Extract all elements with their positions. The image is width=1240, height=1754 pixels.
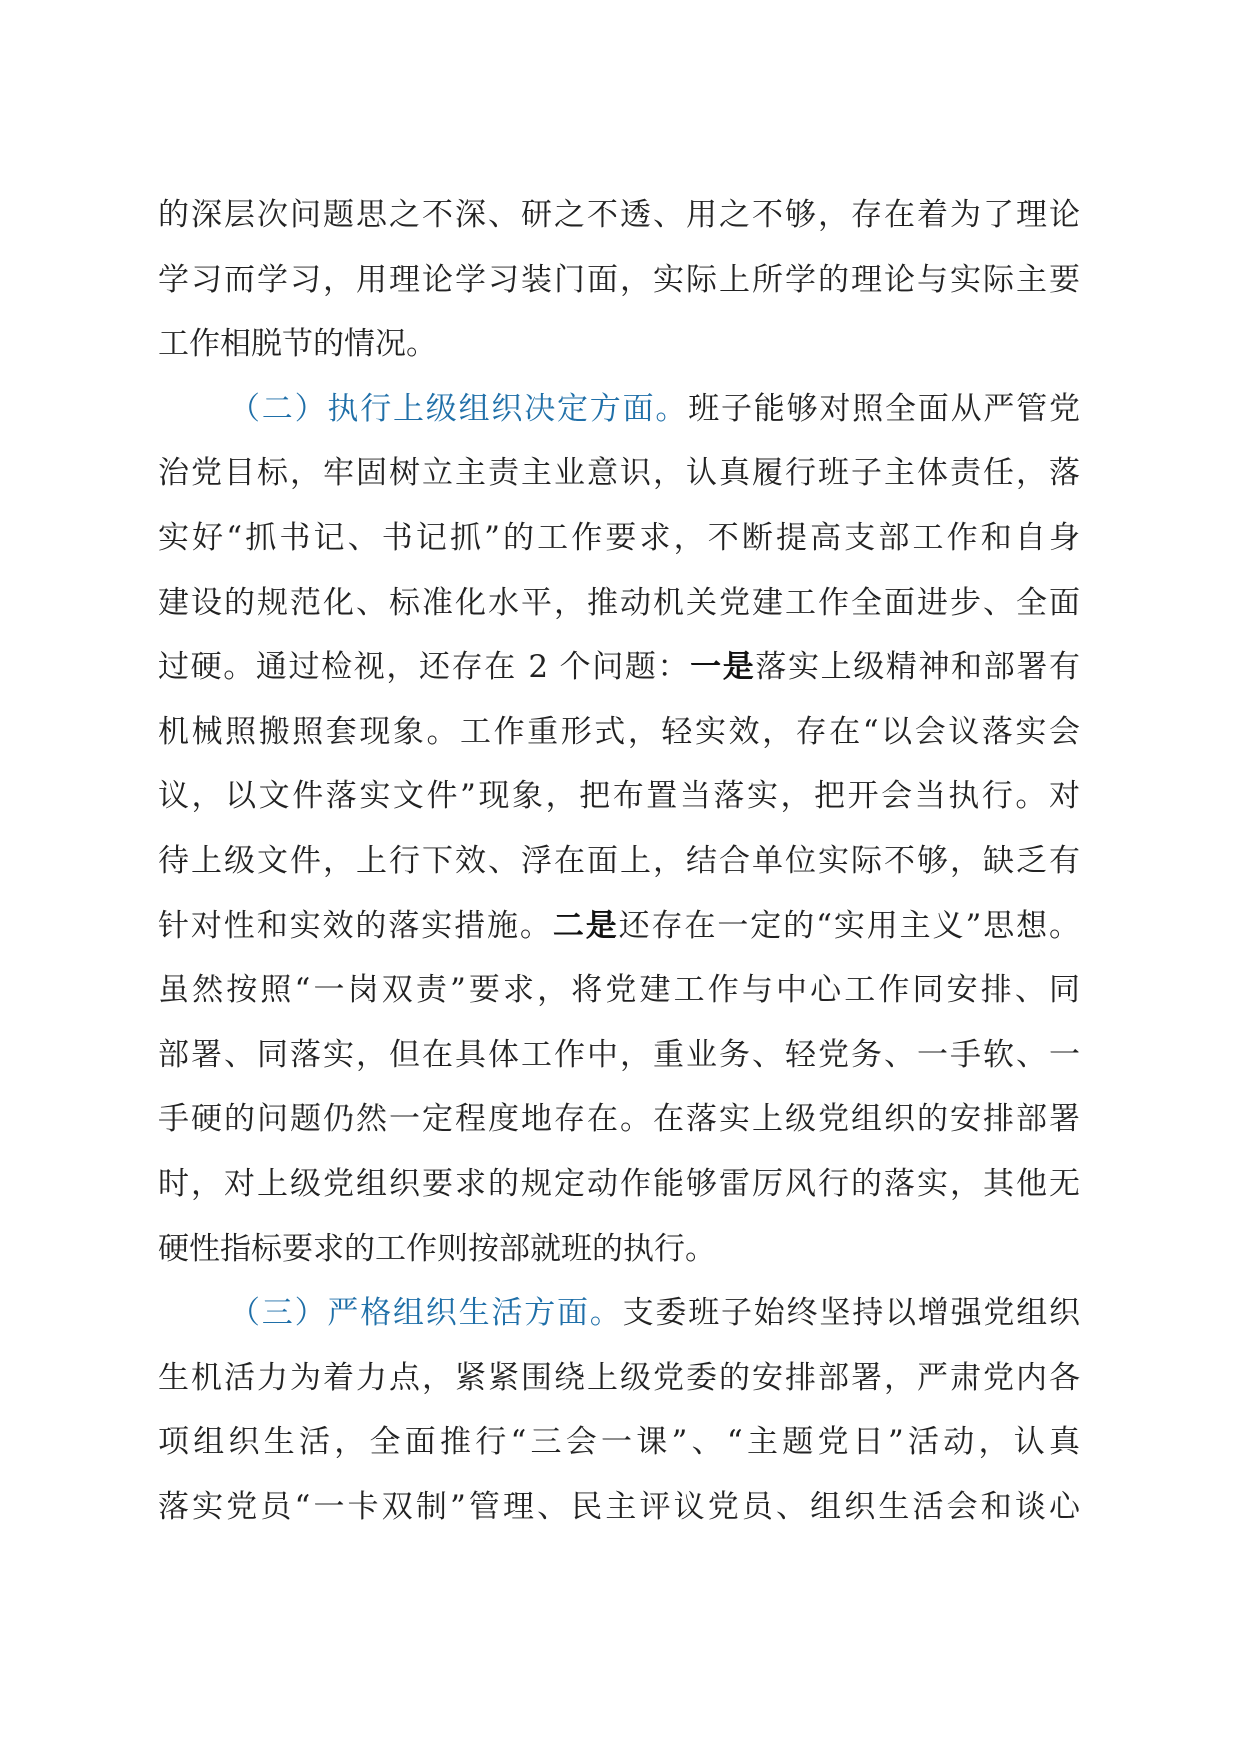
text-line: 机械照搬照套现象。工作重形式，轻实效，存在“以会议落实会 bbox=[158, 713, 1080, 750]
text-line: 治党目标，牢固树立主责主业意识，认真履行班子主体责任，落 bbox=[158, 455, 1080, 492]
text-span: 过硬。通过检视，还存在 2 个问题： bbox=[158, 649, 691, 686]
text-span: 针对性和实效的落实措施。 bbox=[158, 907, 553, 944]
text-line: 实好“抓书记、书记抓”的工作要求，不断提高支部工作和自身 bbox=[158, 519, 1080, 556]
text-span: 还存在一定的“实用主义”思想。 bbox=[618, 907, 1080, 944]
text-line: 待上级文件，上行下效、浮在面上，结合单位实际不够，缺乏有 bbox=[158, 842, 1080, 879]
section-2-heading: （二）执行上级组织决定方面。 bbox=[229, 390, 689, 427]
text-span: 落实上级精神和部署有 bbox=[755, 649, 1081, 686]
section-2-first-line bbox=[158, 377, 1080, 442]
text-line bbox=[158, 894, 1080, 959]
text-line: 学习而学习，用理论学习装门面，实际上所学的理论与实际主要 bbox=[158, 261, 1080, 298]
text-line: 生机活力为着力点，紧紧围绕上级党委的安排部署，严肃党内各 bbox=[158, 1359, 1080, 1396]
text-line: 议，以文件落实文件”现象，把布置当落实，把开会当执行。对 bbox=[158, 778, 1080, 815]
text-line: 手硬的问题仍然一定程度地存在。在落实上级党组织的安排部署 bbox=[158, 1101, 1080, 1138]
bold-marker: 二是 bbox=[552, 907, 619, 944]
text-span: 支委班子始终坚持以增强党组织 bbox=[622, 1295, 1081, 1332]
section-3-heading: （三）严格组织生活方面。 bbox=[229, 1295, 623, 1332]
text-line: 项组织生活，全面推行“三会一课”、“主题党日”活动，认真 bbox=[158, 1424, 1080, 1461]
document-body bbox=[158, 183, 1080, 1539]
bold-marker: 一是 bbox=[690, 649, 756, 686]
text-line: 工作相脱节的情况。 bbox=[158, 326, 437, 363]
text-line: 部署、同落实，但在具体工作中，重业务、轻党务、一手软、一 bbox=[158, 1036, 1080, 1073]
text-line: 落实党员“一卡双制”管理、民主评议党员、组织生活会和谈心 bbox=[158, 1488, 1080, 1525]
text-line bbox=[158, 635, 1080, 700]
text-line: 时，对上级党组织要求的规定动作能够雷厉风行的落实，其他无 bbox=[158, 1165, 1080, 1202]
text-line: 的深层次问题思之不深、研之不透、用之不够，存在着为了理论 bbox=[158, 197, 1080, 233]
text-line: 硬性指标要求的工作则按部就班的执行。 bbox=[158, 1230, 716, 1267]
text-span: 班子能够对照全面从严管党 bbox=[688, 390, 1081, 427]
section-3-first-line bbox=[158, 1281, 1080, 1346]
text-line: 虽然按照“一岗双责”要求，将党建工作与中心工作同安排、同 bbox=[158, 972, 1080, 1009]
text-line: 建设的规范化、标准化水平，推动机关党建工作全面进步、全面 bbox=[158, 584, 1080, 621]
